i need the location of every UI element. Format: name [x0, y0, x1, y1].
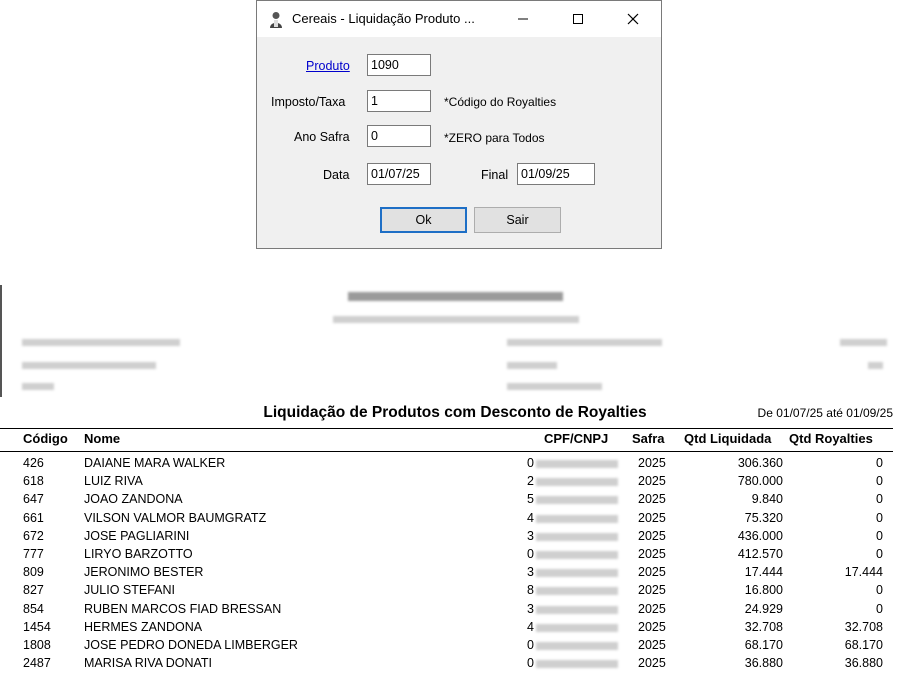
table-row: [0, 656, 893, 674]
cell-qtd-liquidada: 17.444: [744, 565, 783, 580]
redacted-cpf: [536, 587, 618, 595]
cell-qtd-liquidada: 16.800: [744, 583, 783, 598]
redacted-ie: [507, 362, 557, 369]
cell-codigo: 1454: [23, 619, 51, 634]
maximize-button[interactable]: [555, 1, 601, 37]
final-label: Final: [481, 168, 509, 182]
cell-codigo: 647: [23, 492, 44, 507]
cell-safra: 2025: [638, 456, 666, 470]
redacted-cpf: [536, 460, 618, 468]
cell-codigo: 1808: [23, 638, 51, 652]
cell-safra: 2025: [638, 547, 666, 561]
cell-qtd-liquidada: 75.320: [744, 510, 783, 525]
col-cpf: CPF/CNPJ: [544, 431, 609, 446]
col-codigo: Código: [23, 431, 68, 446]
cell-qtd-royalties: 0: [876, 510, 883, 525]
left-divider: [0, 285, 2, 397]
cell-nome: JOSE PEDRO DONEDA LIMBERGER: [84, 638, 298, 652]
cell-safra: 2025: [638, 492, 666, 507]
table-row: [0, 620, 893, 638]
cell-qtd-royalties: 0: [876, 528, 883, 543]
cell-codigo: 827: [23, 583, 44, 598]
cell-codigo: 672: [23, 528, 44, 543]
redacted-cpf: [536, 496, 618, 504]
produto-input[interactable]: 1090: [367, 54, 431, 76]
redacted-cpf: [536, 660, 618, 668]
table-row: [0, 492, 893, 510]
data-input[interactable]: 01/07/25: [367, 163, 431, 185]
cell-cpf: 0: [527, 656, 534, 671]
cell-cpf: 2: [527, 474, 534, 489]
cell-safra: 2025: [638, 474, 666, 489]
cell-codigo: 618: [23, 474, 44, 489]
cell-cpf: 0: [527, 638, 534, 652]
cell-nome: JOAO ZANDONA: [84, 492, 183, 507]
table-row: [0, 529, 893, 547]
cell-qtd-liquidada: 32.708: [744, 619, 783, 634]
cell-codigo: 809: [23, 565, 44, 580]
cell-qtd-royalties: 0: [876, 601, 883, 616]
cell-safra: 2025: [638, 528, 666, 543]
minimize-icon: [517, 13, 529, 25]
table-row: [0, 456, 893, 474]
redacted-cpf: [536, 551, 618, 559]
cell-cpf: 3: [527, 565, 534, 580]
cell-qtd-royalties: 0: [876, 456, 883, 470]
table-row: [0, 511, 893, 529]
table-row: [0, 474, 893, 492]
col-nome: Nome: [84, 431, 121, 446]
cell-qtd-liquidada: 9.840: [751, 492, 783, 507]
cell-nome: LUIZ RIVA: [84, 474, 143, 489]
ano-safra-input[interactable]: 0: [367, 125, 431, 147]
cell-codigo: 661: [23, 510, 44, 525]
redacted-company-subtitle: [333, 316, 579, 323]
cell-cpf: 0: [527, 456, 534, 470]
cell-safra: 2025: [638, 656, 666, 671]
data-label: Data: [323, 168, 350, 182]
redacted-company-name: [348, 292, 563, 301]
cell-nome: MARISA RIVA DONATI: [84, 656, 213, 671]
col-qtd-royalties: Qtd Royalties: [789, 431, 873, 446]
cell-codigo: 777: [23, 547, 44, 561]
cell-codigo: 854: [23, 601, 44, 616]
redacted-phone: [507, 383, 602, 390]
cell-qtd-liquidada: 36.880: [744, 656, 783, 671]
cell-qtd-royalties: 68.170: [844, 638, 883, 652]
cell-nome: RUBEN MARCOS FIAD BRESSAN: [84, 601, 282, 616]
cell-qtd-royalties: 32.708: [844, 619, 883, 634]
table-row: [0, 583, 893, 601]
redacted-cpf: [536, 515, 618, 523]
cell-nome: LIRYO BARZOTTO: [84, 547, 193, 561]
redacted-date: [840, 339, 887, 346]
sair-button[interactable]: Sair: [474, 207, 561, 233]
cell-cpf: 3: [527, 601, 534, 616]
close-icon: [627, 13, 639, 25]
redacted-contact: [507, 339, 662, 346]
redacted-cpf: [536, 624, 618, 632]
cell-safra: 2025: [638, 510, 666, 525]
minimize-button[interactable]: [500, 1, 546, 37]
dialog-window: [256, 0, 662, 249]
cell-safra: 2025: [638, 619, 666, 634]
redacted-cnpj: [22, 362, 156, 369]
imposto-input[interactable]: 1: [367, 90, 431, 112]
table-header: [0, 428, 893, 452]
cell-qtd-liquidada: 780.000: [737, 474, 783, 489]
cell-cpf: 0: [527, 547, 534, 561]
produto-link[interactable]: Produto: [306, 59, 350, 73]
close-button[interactable]: [610, 1, 656, 37]
cell-nome: JULIO STEFANI: [84, 583, 175, 598]
table-row: [0, 638, 893, 656]
report-period: De 01/07/25 até 01/09/25: [757, 406, 893, 420]
cell-safra: 2025: [638, 565, 666, 580]
cell-cpf: 4: [527, 619, 534, 634]
redacted-cpf: [536, 569, 618, 577]
cell-qtd-liquidada: 436.000: [737, 528, 783, 543]
cell-codigo: 426: [23, 456, 44, 470]
cell-qtd-liquidada: 24.929: [744, 601, 783, 616]
col-qtd-liquidada: Qtd Liquidada: [684, 431, 772, 446]
cell-cpf: 3: [527, 528, 534, 543]
cell-nome: DAIANE MARA WALKER: [84, 456, 226, 470]
redacted-address: [22, 339, 180, 346]
cell-safra: 2025: [638, 601, 666, 616]
final-input[interactable]: 01/09/25: [517, 163, 595, 185]
cell-nome: VILSON VALMOR BAUMGRATZ: [84, 510, 267, 525]
cell-cpf: 5: [527, 492, 534, 507]
cell-qtd-liquidada: 412.570: [737, 547, 783, 561]
cell-qtd-royalties: 0: [876, 547, 883, 561]
cell-nome: HERMES ZANDONA: [84, 619, 203, 634]
cell-qtd-liquidada: 68.170: [744, 638, 783, 652]
cell-cpf: 4: [527, 510, 534, 525]
cell-safra: 2025: [638, 638, 666, 652]
ok-button[interactable]: Ok: [380, 207, 467, 233]
cell-cpf: 8: [527, 583, 534, 598]
table-row: [0, 547, 893, 565]
dialog-title: Cereais - Liquidação Produto ...: [292, 11, 475, 26]
redacted-cpf: [536, 642, 618, 650]
cell-qtd-royalties: 17.444: [844, 565, 883, 580]
table-row: [0, 565, 893, 583]
cell-qtd-royalties: 0: [876, 474, 883, 489]
cell-qtd-royalties: 0: [876, 492, 883, 507]
cell-qtd-royalties: 36.880: [844, 656, 883, 671]
cell-nome: JERONIMO BESTER: [84, 565, 204, 580]
report-title: Liquidação de Produtos com Desconto de Royalties: [263, 404, 647, 421]
cell-qtd-royalties: 0: [876, 583, 883, 598]
table-row: [0, 602, 893, 620]
col-safra: Safra: [632, 431, 665, 446]
ano-safra-hint: *ZERO para Todos: [444, 131, 545, 145]
cell-nome: JOSE PAGLIARINI: [84, 528, 190, 543]
redacted-cpf: [536, 478, 618, 486]
redacted-cpf: [536, 606, 618, 614]
redacted-cpf: [536, 533, 618, 541]
cell-safra: 2025: [638, 583, 666, 598]
redacted-page: [868, 362, 883, 369]
title-bar[interactable]: [257, 1, 661, 37]
app-person-icon: [269, 11, 283, 29]
imposto-label: Imposto/Taxa: [271, 95, 346, 109]
ano-safra-label: Ano Safra: [294, 130, 350, 144]
maximize-icon: [572, 13, 584, 25]
cell-codigo: 2487: [23, 656, 51, 671]
redacted-city: [22, 383, 54, 390]
imposto-hint: *Código do Royalties: [444, 95, 557, 109]
cell-qtd-liquidada: 306.360: [737, 456, 783, 470]
